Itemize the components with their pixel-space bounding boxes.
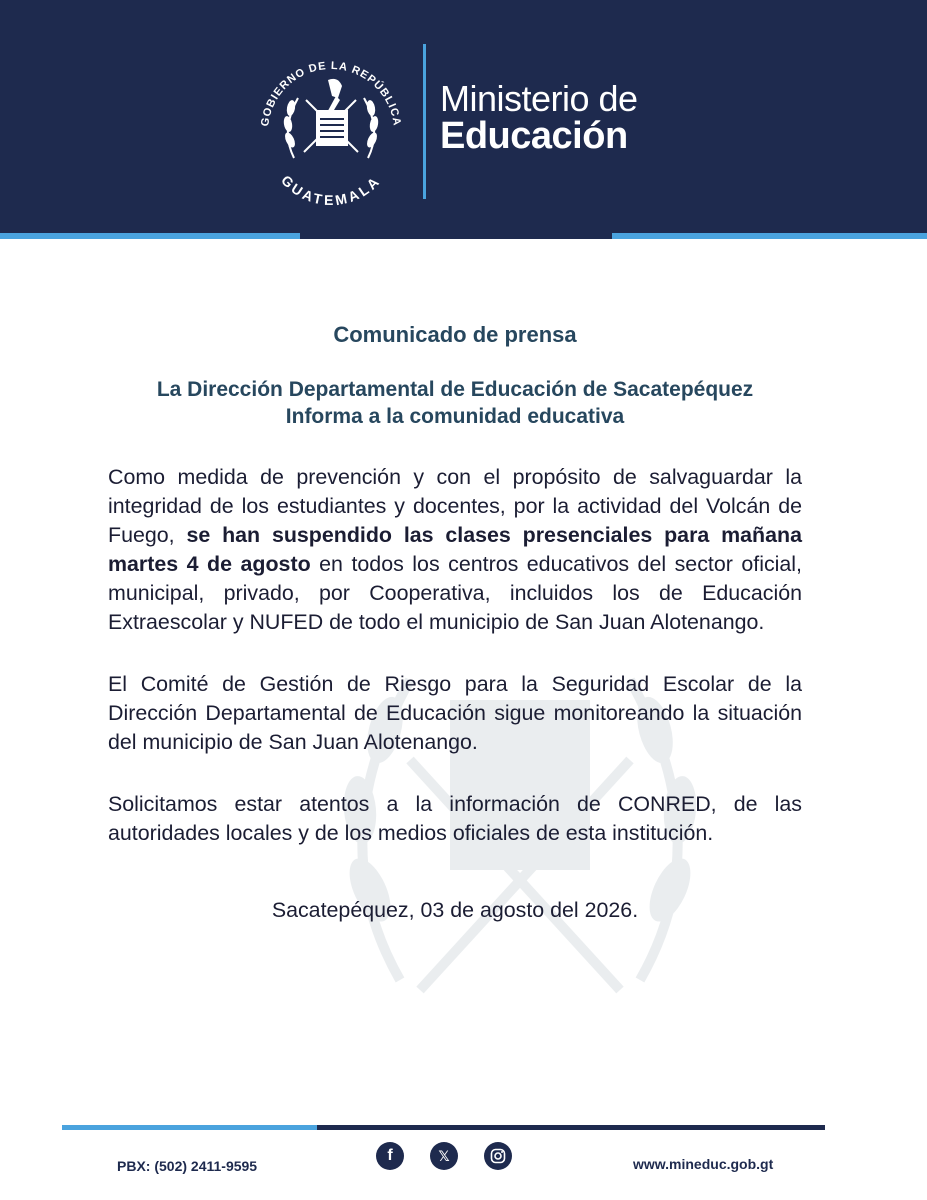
footer-line-left — [62, 1125, 317, 1130]
guatemala-seal-logo — [246, 40, 416, 210]
footer-line-right — [317, 1125, 825, 1130]
x-glyph: 𝕏 — [438, 1147, 450, 1164]
paragraph-2: El Comité de Gestión de Riesgo para la Seguridad Escolar de la Dirección Departamental de Educación sigue monitoreando la situación del municipio de San Juan Alotenango. — [108, 672, 802, 754]
x-icon[interactable] — [430, 1142, 458, 1170]
subtitle-line2: Informa a la comunidad educativa — [285, 405, 625, 428]
facebook-icon[interactable] — [376, 1142, 404, 1170]
paragraph-1 — [108, 463, 802, 637]
subtitle-line1: La Dirección Departamental de Educación de Sacatepéquez — [156, 378, 754, 401]
paragraph-1-rest: en todos los centros educativos del sector oficial, municipal, privado, por Cooperativa, incluidos los de Educación Extraescolar y NUFED de todo el municipio de San Juan Alotenango. — [108, 552, 802, 634]
header-stripe-left — [0, 233, 300, 239]
svg-text:GUATEMALA — [278, 172, 384, 208]
instagram-glyph — [490, 1148, 506, 1164]
seal-text-bottom: GUATEMALA — [278, 171, 384, 209]
paragraph-1-highlight: se han suspendido las clases presenciales para mañana martes 4 de agosto — [108, 523, 802, 576]
paragraph-1-intro: Como medida de prevención y con el propósito de salvaguardar la integridad de los estudiantes y docentes, por la actividad del Volcán de Fuego, — [108, 465, 802, 547]
document-title: Comunicado de prensa — [333, 322, 577, 347]
footer-website-link[interactable]: www.mineduc.gob.gt — [633, 1156, 774, 1172]
header-divider — [423, 44, 426, 199]
ministry-name-line1: Ministerio de — [440, 78, 638, 119]
ministry-name-line2: Educación — [440, 115, 628, 157]
facebook-glyph: f — [387, 1147, 393, 1164]
seal-text-top: GOBIERNO DE LA REPÚBLICA — [259, 59, 403, 128]
instagram-icon[interactable] — [484, 1142, 512, 1170]
document-subtitle — [108, 376, 802, 430]
header-stripe-right — [612, 233, 927, 239]
paragraph-3: Solicitamos estar atentos a la información de CONRED, de las autoridades locales y de los medios oficiales de esta institución. — [108, 792, 802, 845]
footer-phone: PBX: (502) 2411-9595 — [117, 1158, 258, 1174]
header-stripe-mid — [300, 233, 612, 239]
press-release-body — [108, 322, 802, 923]
document-date: Sacatepéquez, 03 de agosto del 2026. — [271, 898, 639, 922]
